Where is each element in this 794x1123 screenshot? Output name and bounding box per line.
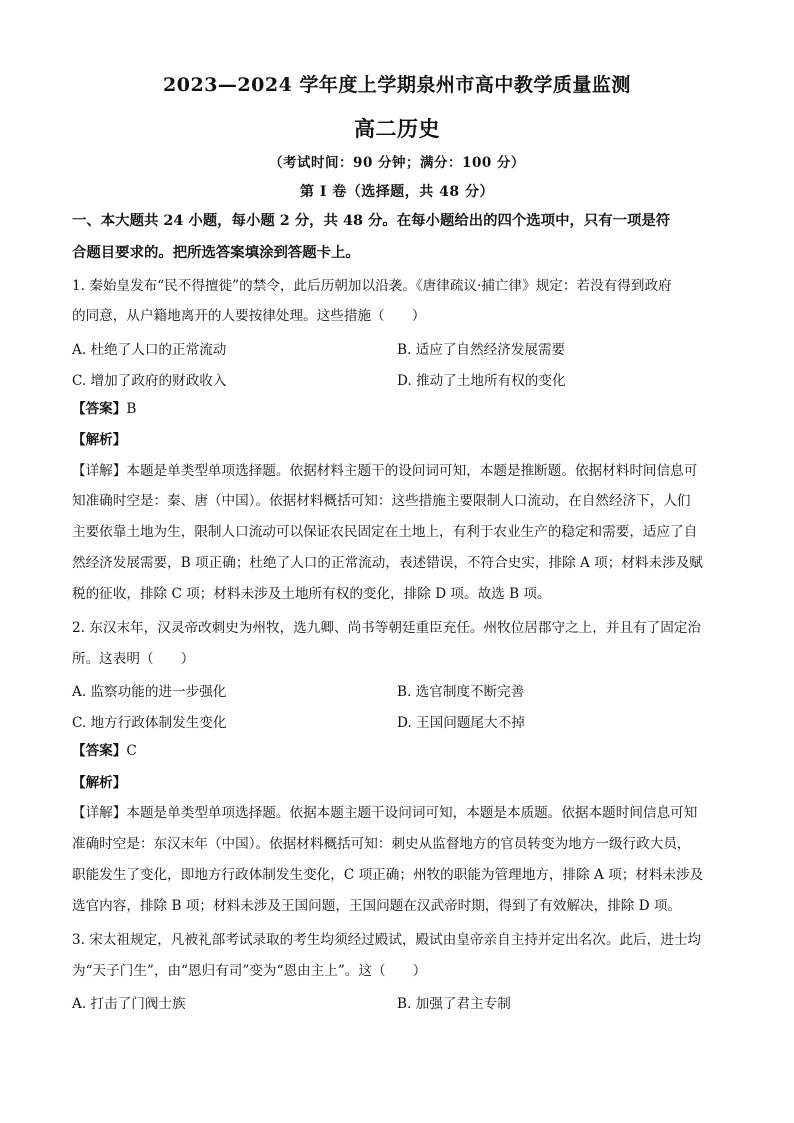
q3-option-a: A. 打击了门阀士族 xyxy=(72,996,186,1012)
answer-tag: 【答案】 xyxy=(72,401,127,417)
q1-detail-line-5: 税的征收，排除 C 项；材料未涉及土地所有权的变化，排除 D 项。故选 B 项。 xyxy=(72,586,551,602)
answer-value: B xyxy=(126,401,137,417)
instructions-line-1: 一、本大题共 24 小题，每小题 2 分，共 48 分。在每小题给出的四个选项中，只有一项是符 xyxy=(72,212,671,229)
q1-option-c: C. 增加了政府的财政收入 xyxy=(72,373,227,389)
q2-option-a: A. 监察功能的进一步强化 xyxy=(72,684,227,700)
q2-option-b: B. 选官制度不断完善 xyxy=(397,684,525,700)
q2-analysis-tag: 【解析】 xyxy=(72,775,127,791)
q2-detail-line-3: 职能发生了变化，即地方行政体制发生变化，C 项正确；州牧的职能为管理地方，排除 A 项；材料未涉及 xyxy=(72,867,704,883)
q2-detail-line-4: 选官内容，排除 B 项；材料未涉及王国问题，王国问题在汉武帝时期，得到了有效解决，排除 D 项。 xyxy=(72,898,682,914)
q2-option-c: C. 地方行政体制发生变化 xyxy=(72,715,227,731)
q1-detail-line-4: 然经济发展需要，B 项正确；杜绝了人口的正常流动，表述错误，不符合史实，排除 A 项；材料未涉及赋 xyxy=(72,555,703,571)
q2-detail-line-2: 准确时空是：东汉末年（中国）。依据材料概括可知：刺史从监督地方的官员转变为地方一级行政大员， xyxy=(72,836,691,852)
q2-stem-line-1: 2. 东汉末年，汉灵帝改刺史为州牧，选九卿、尚书等朝廷重臣充任。州牧位居郡守之上，并且有了固定治 xyxy=(72,620,702,636)
q1-detail-line-3: 主要依靠土地为生，限制人口流动可以保证农民固定在土地上，有利于农业生产的稳定和需要，适应了自 xyxy=(72,524,698,540)
q3-option-b: B. 加强了君主专制 xyxy=(397,996,511,1012)
q2-answer xyxy=(72,741,724,761)
answer-value: C xyxy=(126,743,137,759)
q3-stem-line-1: 3. 宋太祖规定，凡被礼部考试录取的考生均须经过殿试，殿试由皇帝亲自主持并定出名次。此后，进士均 xyxy=(72,932,702,948)
q3-stem-line-2: 为“天子门生”，由“恩归有司”变为“恩由主上”。这（ ） xyxy=(72,963,427,979)
q1-analysis-tag: 【解析】 xyxy=(72,432,127,448)
q1-option-d: D. 推动了土地所有权的变化 xyxy=(397,373,566,389)
q2-stem-line-2: 所。这表明（ ） xyxy=(72,651,195,667)
answer-tag: 【答案】 xyxy=(72,743,127,759)
q1-option-a: A. 杜绝了人口的正常流动 xyxy=(72,342,227,358)
exam-title: 2023—2024 学年度上学期泉州市高中教学质量监测 xyxy=(163,74,631,96)
q1-stem-line-1: 1. 秦始皇发布“民不得擅徙”的禁令，此后历朝加以沿袭。《唐律疏议·捕亡律》规定：若没有得到政府 xyxy=(72,278,672,294)
q1-option-b: B. 适应了自然经济发展需要 xyxy=(397,342,566,358)
q2-detail-line-1: 【详解】本题是单类型单项选择题。依据本题主题干设问词可知，本题是本质题。依据本题时间信息可知 xyxy=(72,805,698,821)
exam-info: （考试时间：90 分钟；满分：100 分） xyxy=(269,155,525,171)
q1-detail-line-1: 【详解】本题是单类型单项选择题。依据材料主题干的设问词可知，本题是推断题。依据材料时间信息可 xyxy=(72,463,698,479)
section-heading: 第 I 卷（选择题，共 48 分） xyxy=(299,184,495,200)
instructions-line-2: 合题目要求的。把所选答案填涂到答题卡上。 xyxy=(72,244,360,261)
q2-option-d: D. 王国问题尾大不掉 xyxy=(397,715,525,731)
subject-title: 高二历史 xyxy=(354,116,440,141)
q1-answer xyxy=(72,399,724,419)
q1-stem-line-2: 的同意，从户籍地离开的人要按律处理。这些措施（ ） xyxy=(72,308,426,324)
q1-detail-line-2: 知准确时空是：秦、唐（中国）。依据材料概括可知：这些措施主要限制人口流动，在自然经济下，人们 xyxy=(72,493,691,509)
